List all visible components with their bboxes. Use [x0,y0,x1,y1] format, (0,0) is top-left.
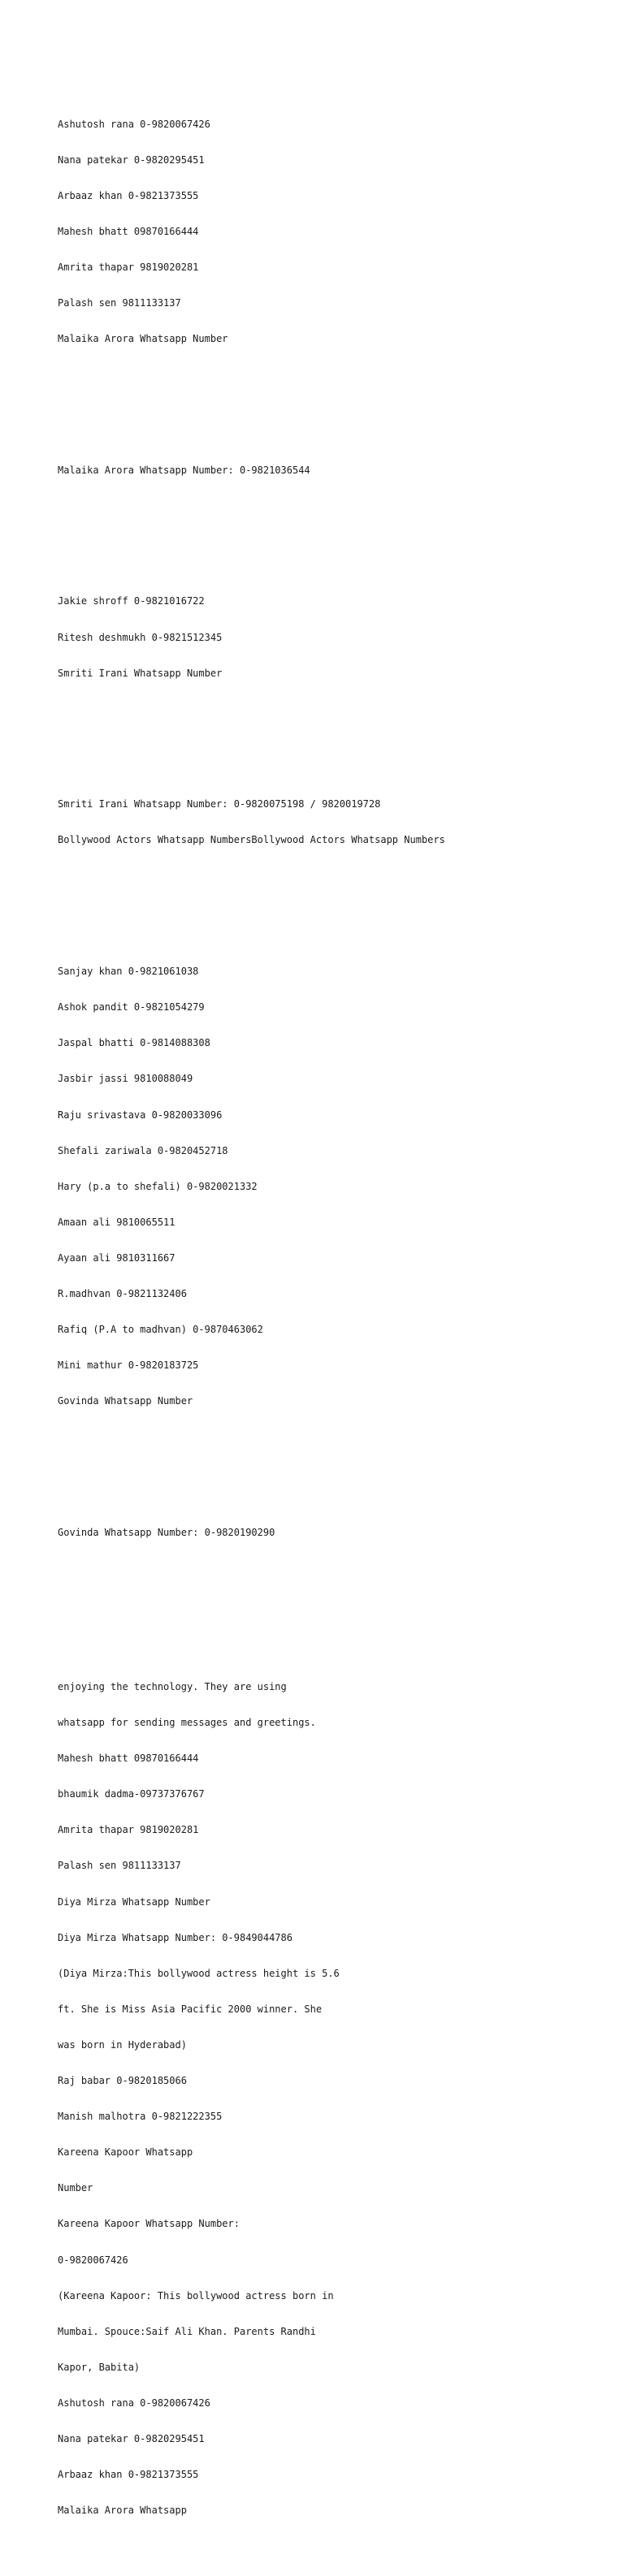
text-line: Jakie shroff 0-9821016722 [58,595,205,607]
text-line: Ashutosh rana 0-9820067426 [58,118,210,130]
text-line: Nana patekar 0-9820295451 [58,2432,205,2444]
text-line: Smriti Irani Whatsapp Number [58,667,223,679]
contact-block [58,440,578,500]
text-line: Mumbai. Spouce:Saif Ali Khan. Parents Randhi [58,2325,316,2337]
contact-block [58,942,578,1432]
text-line: Number [58,2182,93,2194]
text-line: Govinda Whatsapp Number [58,1395,193,1407]
paragraph-gap [58,727,578,739]
paragraph-gap [58,393,578,405]
contact-block [58,1658,578,2541]
text-line: R.madhvan 0-9821132406 [58,1288,187,1300]
text-line: Mini mathur 0-9820183725 [58,1359,199,1372]
text-line: 0-9820067426 [58,2254,128,2266]
text-line: (Kareena Kapoor: This bollywood actress born in [58,2289,334,2302]
text-line: Hary (p.a to shefali) 0-9820021332 [58,1180,258,1192]
text-line: Shefali zariwala 0-9820452718 [58,1144,228,1156]
text-line: Amaan ali 9810065511 [58,1216,176,1228]
paragraph-gap [58,894,578,906]
text-line: Arbaaz khan 0-9821373555 [58,189,199,201]
text-line: Mahesh bhatt 09870166444 [58,225,199,237]
text-line: Diya Mirza Whatsapp Number: 0-9849044786 [58,1931,292,1943]
text-line: Rafiq (P.A to madhvan) 0-9870463062 [58,1324,263,1336]
paragraph-gap [58,1455,578,1467]
text-line: Malaika Arora Whatsapp Number: 0-9821036544 [58,464,310,476]
text-line: Diya Mirza Whatsapp Number [58,1895,210,1908]
contact-block [58,775,578,871]
text-line: Palash sen 9811133137 [58,296,181,309]
text-line: Malaika Arora Whatsapp [58,2505,187,2517]
text-line: Govinda Whatsapp Number: 0-9820190290 [58,1527,275,1538]
paragraph-gap [58,524,578,536]
text-line: Jaspal bhatti 0-9814088308 [58,1037,210,1049]
text-line: Ayaan ali 9810311667 [58,1251,176,1264]
text-line: (Diya Mirza:This bollywood actress height is 5.6 [58,1967,340,1979]
document-text [58,58,578,2576]
text-line: Raju srivastava 0-9820033096 [58,1109,223,1121]
text-line: Arbaaz khan 0-9821373555 [58,2469,199,2481]
text-line: Kareena Kapoor Whatsapp Number: [58,2218,240,2230]
text-line: enjoying the technology. They are using [58,1681,287,1693]
text-line: Malaika Arora Whatsapp Number [58,333,228,345]
text-line: Smriti Irani Whatsapp Number: 0-9820075198 / 9820019728 [58,798,381,810]
text-line: bhaumik dadma-09737376767 [58,1788,205,1800]
text-line: whatsapp for sending messages and greetings. [58,1717,316,1729]
text-line: Manish malhotra 0-9821222355 [58,2111,223,2123]
text-line: Jasbir jassi 9810088049 [58,1073,193,1085]
paragraph-gap [58,1587,578,1622]
text-line: Sanjay khan 0-9821061038 [58,966,199,978]
text-line: Kareena Kapoor Whatsapp [58,2146,193,2159]
text-line: Raj babar 0-9820185066 [58,2075,187,2087]
contact-block [58,94,578,369]
text-line: was born in Hyderabad) [58,2038,187,2051]
text-line: Amrita thapar 9819020281 [58,1824,199,1836]
text-line: Ritesh deshmukh 0-9821512345 [58,631,223,643]
text-line: Ashutosh rana 0-9820067426 [58,2397,210,2409]
text-line: ft. She is Miss Asia Pacific 2000 winner. She [58,2003,323,2015]
text-line: Nana patekar 0-9820295451 [58,153,205,166]
contact-block [58,572,578,703]
text-line: Bollywood Actors Whatsapp NumbersBollywood Actors Whatsapp Numbers [58,834,445,846]
text-line: Palash sen 9811133137 [58,1860,181,1872]
text-line: Amrita thapar 9819020281 [58,261,199,273]
text-line: Ashok pandit 0-9821054279 [58,1001,205,1014]
text-line: Mahesh bhatt 09870166444 [58,1753,199,1765]
text-line: Kapor, Babita) [58,2361,141,2373]
contact-block [58,1503,578,1563]
